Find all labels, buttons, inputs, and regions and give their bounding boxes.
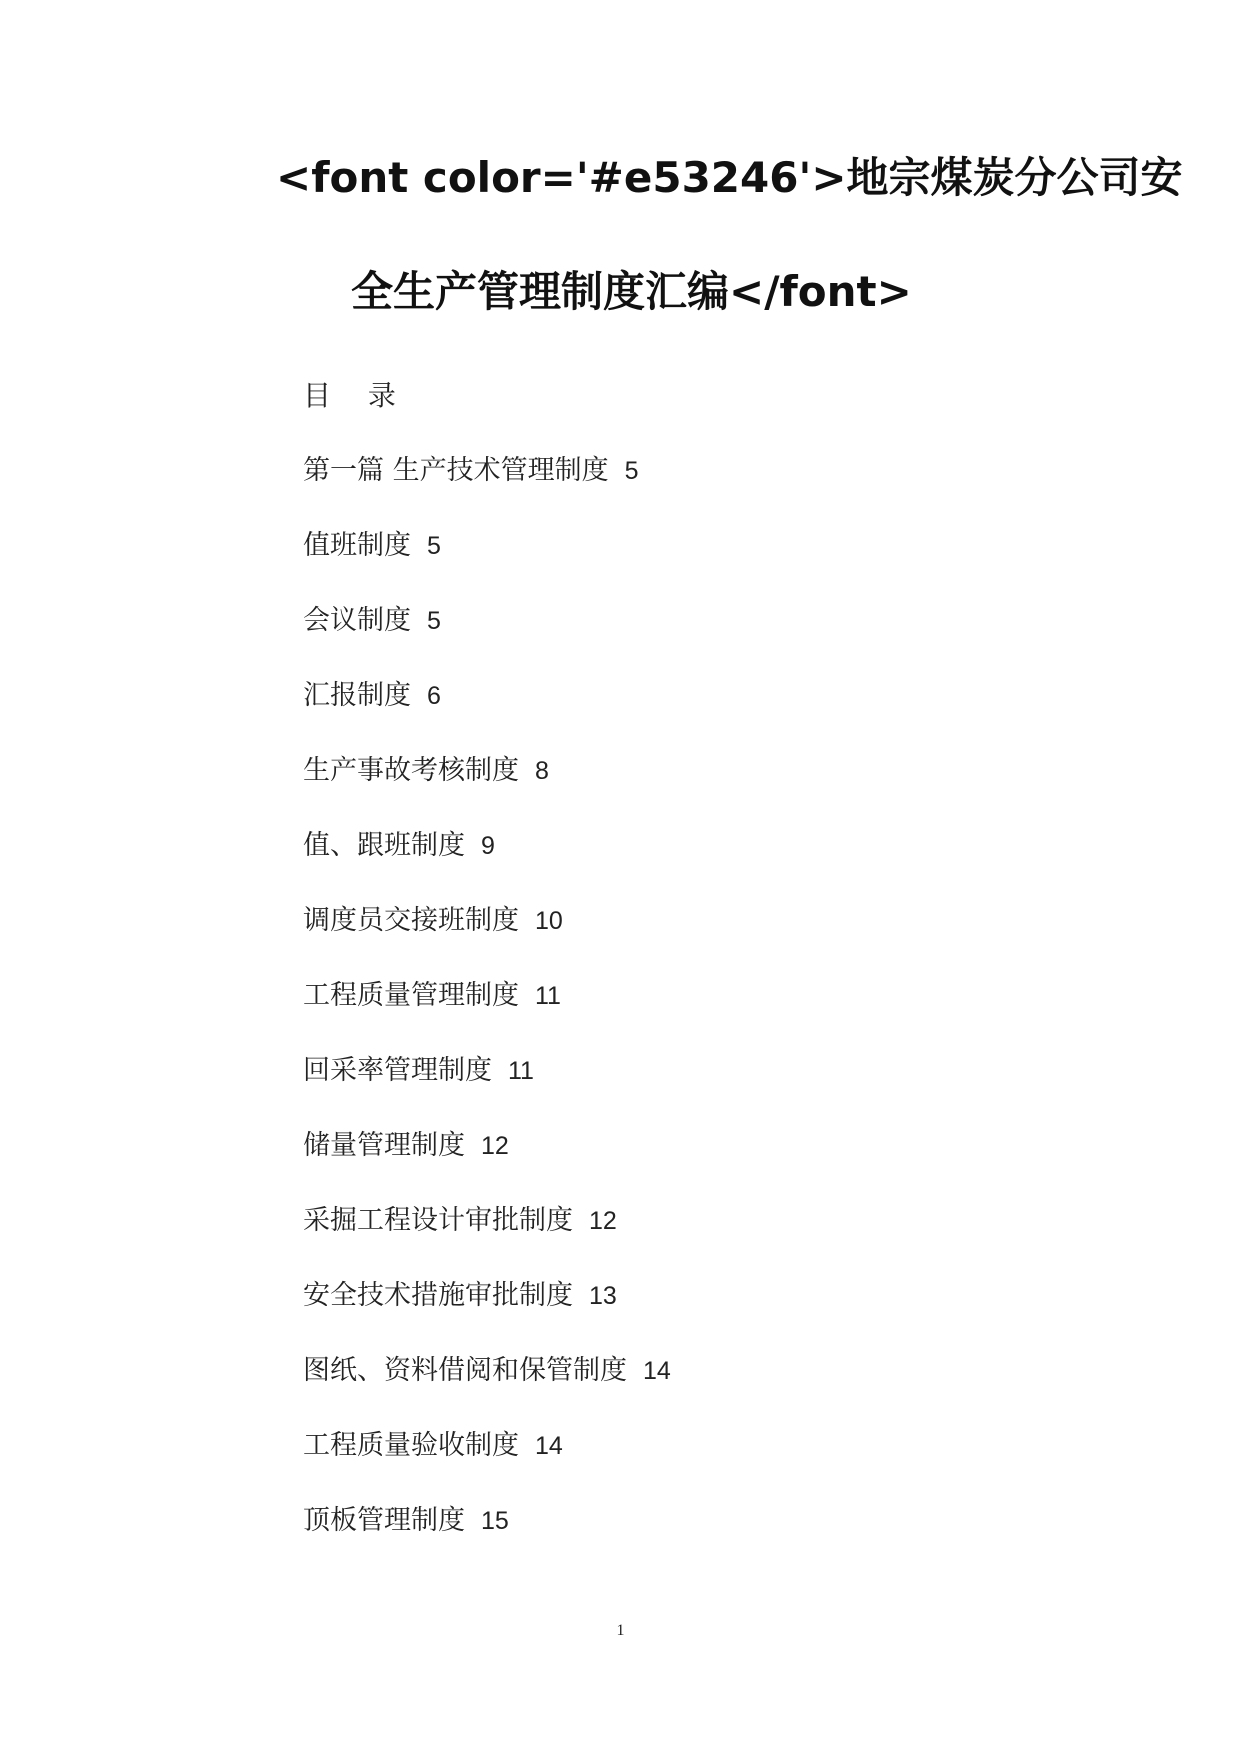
document-title-line-1: <font color='#e53246'>地宗煤炭分公司安 xyxy=(276,153,1183,202)
toc-entry[interactable] xyxy=(303,828,671,903)
toc-entry[interactable] xyxy=(303,1053,671,1128)
toc-entry-label: 储量管理制度 xyxy=(303,1130,465,1161)
toc-entry[interactable] xyxy=(303,1353,671,1428)
toc-entry-page: 5 xyxy=(427,532,441,560)
toc-heading: 目 录 xyxy=(303,379,410,412)
toc-entry-label: 工程质量验收制度 xyxy=(303,1430,519,1461)
toc-entry[interactable] xyxy=(303,903,671,978)
toc-entry-label: 回采率管理制度 xyxy=(303,1055,492,1086)
toc-entry-label: 第一篇 生产技术管理制度 xyxy=(303,455,609,486)
toc-entry-label: 值、跟班制度 xyxy=(303,830,465,861)
toc-entry-page: 5 xyxy=(427,607,441,635)
toc-entry-label: 采掘工程设计审批制度 xyxy=(303,1205,573,1236)
page-number: 1 xyxy=(616,1622,625,1639)
toc-entry-label: 会议制度 xyxy=(303,605,411,636)
toc-entry-label: 顶板管理制度 xyxy=(303,1505,465,1536)
toc-entry-label: 汇报制度 xyxy=(303,680,411,711)
toc-entry[interactable] xyxy=(303,1503,671,1578)
toc-entry-page: 5 xyxy=(624,457,639,485)
toc-entry-label: 值班制度 xyxy=(303,530,411,561)
toc-entry[interactable] xyxy=(303,1428,671,1503)
table-of-contents xyxy=(303,453,671,1578)
toc-entry-label: 调度员交接班制度 xyxy=(303,905,519,936)
toc-entry-label: 安全技术措施审批制度 xyxy=(303,1280,573,1311)
toc-entry-label: 生产事故考核制度 xyxy=(303,755,519,786)
toc-entry-page: 11 xyxy=(508,1057,534,1085)
toc-entry[interactable] xyxy=(303,453,671,528)
document-title-line-2: 全生产管理制度汇编</font> xyxy=(351,267,912,316)
toc-entry-page: 15 xyxy=(481,1507,509,1535)
toc-entry-page: 13 xyxy=(589,1282,617,1310)
toc-entry[interactable] xyxy=(303,1128,671,1203)
toc-entry-page: 8 xyxy=(535,757,549,785)
toc-entry[interactable] xyxy=(303,603,671,678)
toc-entry[interactable] xyxy=(303,678,671,753)
toc-entry[interactable] xyxy=(303,1203,671,1278)
toc-entry-page: 11 xyxy=(535,982,561,1010)
toc-entry-page: 6 xyxy=(427,682,441,710)
toc-entry[interactable] xyxy=(303,753,671,828)
toc-entry-page: 9 xyxy=(481,832,495,860)
toc-entry-label: 工程质量管理制度 xyxy=(303,980,519,1011)
toc-entry-page: 14 xyxy=(643,1357,671,1385)
toc-entry[interactable] xyxy=(303,1278,671,1353)
toc-entry-page: 14 xyxy=(535,1432,563,1460)
toc-entry-page: 12 xyxy=(481,1132,509,1160)
toc-entry[interactable] xyxy=(303,528,671,603)
toc-entry[interactable] xyxy=(303,978,671,1053)
toc-entry-page: 12 xyxy=(589,1207,617,1235)
toc-entry-label: 图纸、资料借阅和保管制度 xyxy=(303,1355,627,1386)
toc-entry-page: 10 xyxy=(535,907,563,935)
